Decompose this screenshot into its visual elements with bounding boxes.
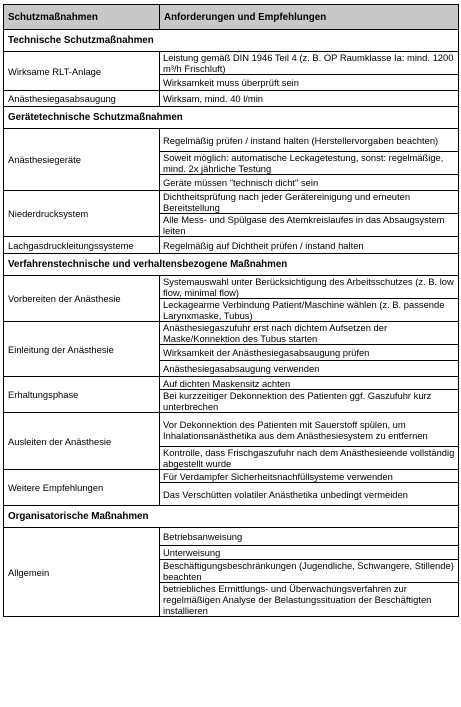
requirement-text: Regelmäßig prüfen / instand halten (Herstellervorgaben beachten): [160, 129, 459, 152]
measure-label: Allgemein: [4, 528, 160, 617]
table-row: [4, 237, 459, 254]
requirement-text: Unterweisung: [160, 546, 459, 560]
table-row: [4, 52, 459, 75]
table-row: [4, 276, 459, 299]
requirement-text: Geräte müssen "technisch dicht" sein: [160, 175, 459, 191]
requirement-text: Alle Mess- und Spülgase des Atemkreislaufes in das Absaugsystem leiten: [160, 214, 459, 237]
requirement-text: Regelmäßig auf Dichtheit prüfen / instand halten: [160, 237, 459, 254]
requirement-text: Kontrolle, dass Frischgaszufuhr nach dem Anästhesieende vollständig abgestellt wurde: [160, 447, 459, 470]
header-row: [4, 5, 459, 30]
table-row: [4, 91, 459, 107]
measure-label: Einleitung der Anästhesie: [4, 322, 160, 377]
section-title: Gerätetechnische Schutzmaßnahmen: [4, 107, 459, 129]
requirement-text: Beschäftigungsbeschränkungen (Jugendliche, Schwangere, Stillende) beachten: [160, 560, 459, 583]
requirement-text: Wirksamkeit der Anästhesiegasabsaugung prüfen: [160, 345, 459, 361]
table-row: [4, 322, 459, 345]
table-row: [4, 129, 459, 152]
requirement-text: Wirksamkeit muss überprüft sein: [160, 75, 459, 91]
requirement-text: Wirksam, mind. 40 l/min: [160, 91, 459, 107]
requirement-text: Anästhesiegasabsaugung verwenden: [160, 361, 459, 377]
measure-label: Vorbereiten der Anästhesie: [4, 276, 160, 322]
requirement-text: betriebliches Ermittlungs- und Überwachungsverfahren zur regelmäßigen Analyse der Belastungssituation der Beschäftigten installieren: [160, 583, 459, 617]
table-row: [4, 413, 459, 447]
requirement-text: Soweit möglich: automatische Leckagetestung, sonst: regelmäßige, mind. 2x jährliche Testung: [160, 152, 459, 175]
section-row: [4, 30, 459, 52]
measure-label: Lachgasdruckleitungssysteme: [4, 237, 160, 254]
requirement-text: Für Verdampfer Sicherheitsnachfüllsysteme verwenden: [160, 470, 459, 483]
section-row: [4, 506, 459, 528]
measure-label: Niederdrucksystem: [4, 191, 160, 237]
table-row: [4, 470, 459, 483]
requirement-text: Anästhesiegaszufuhr erst nach dichtem Aufsetzen der Maske/Konnektion des Tubus starten: [160, 322, 459, 345]
requirement-text: Dichtheitsprüfung nach jeder Gerätereinigung und erneuten Bereitstellung: [160, 191, 459, 214]
table-row: [4, 191, 459, 214]
measure-label: Weitere Empfehlungen: [4, 470, 160, 506]
measure-label: Wirksame RLT-Anlage: [4, 52, 160, 91]
measure-label: Erhaltungsphase: [4, 377, 160, 413]
measure-label: Anästhesiegasabsaugung: [4, 91, 160, 107]
requirement-text: Systemauswahl unter Berücksichtigung des Arbeitsschutzes (z. B. low flow, minimal flow): [160, 276, 459, 299]
section-title: Verfahrenstechnische und verhaltensbezogene Maßnahmen: [4, 254, 459, 276]
table-row: [4, 377, 459, 390]
section-title: Organisatorische Maßnahmen: [4, 506, 459, 528]
header-requirements: Anforderungen und Empfehlungen: [160, 5, 459, 30]
requirement-text: Leistung gemäß DIN 1946 Teil 4 (z. B. OP Raumklasse Ia: mind. 1200 m³/h Frischluft): [160, 52, 459, 75]
measure-label: Ausleiten der Anästhesie: [4, 413, 160, 470]
requirement-text: Das Verschütten volatiler Anästhetika unbedingt vermeiden: [160, 483, 459, 506]
requirement-text: Vor Dekonnektion des Patienten mit Sauerstoff spülen, um Inhalationsanästhetika aus dem Anästhesiesystem zu entfernen: [160, 413, 459, 447]
requirement-text: Betriebsanweisung: [160, 528, 459, 546]
section-row: [4, 107, 459, 129]
measures-table: [3, 4, 459, 617]
requirement-text: Bei kurzzeitiger Dekonnektion des Patienten ggf. Gaszufuhr kurz unterbrechen: [160, 390, 459, 413]
section-row: [4, 254, 459, 276]
table-row: [4, 528, 459, 546]
header-measures: Schutzmaßnahmen: [4, 5, 160, 30]
measure-label: Anästhesiegeräte: [4, 129, 160, 191]
section-title: Technische Schutzmaßnahmen: [4, 30, 459, 52]
requirement-text: Leckagearme Verbindung Patient/Maschine wählen (z. B. passende Larynxmaske, Tubus): [160, 299, 459, 322]
requirement-text: Auf dichten Maskensitz achten: [160, 377, 459, 390]
